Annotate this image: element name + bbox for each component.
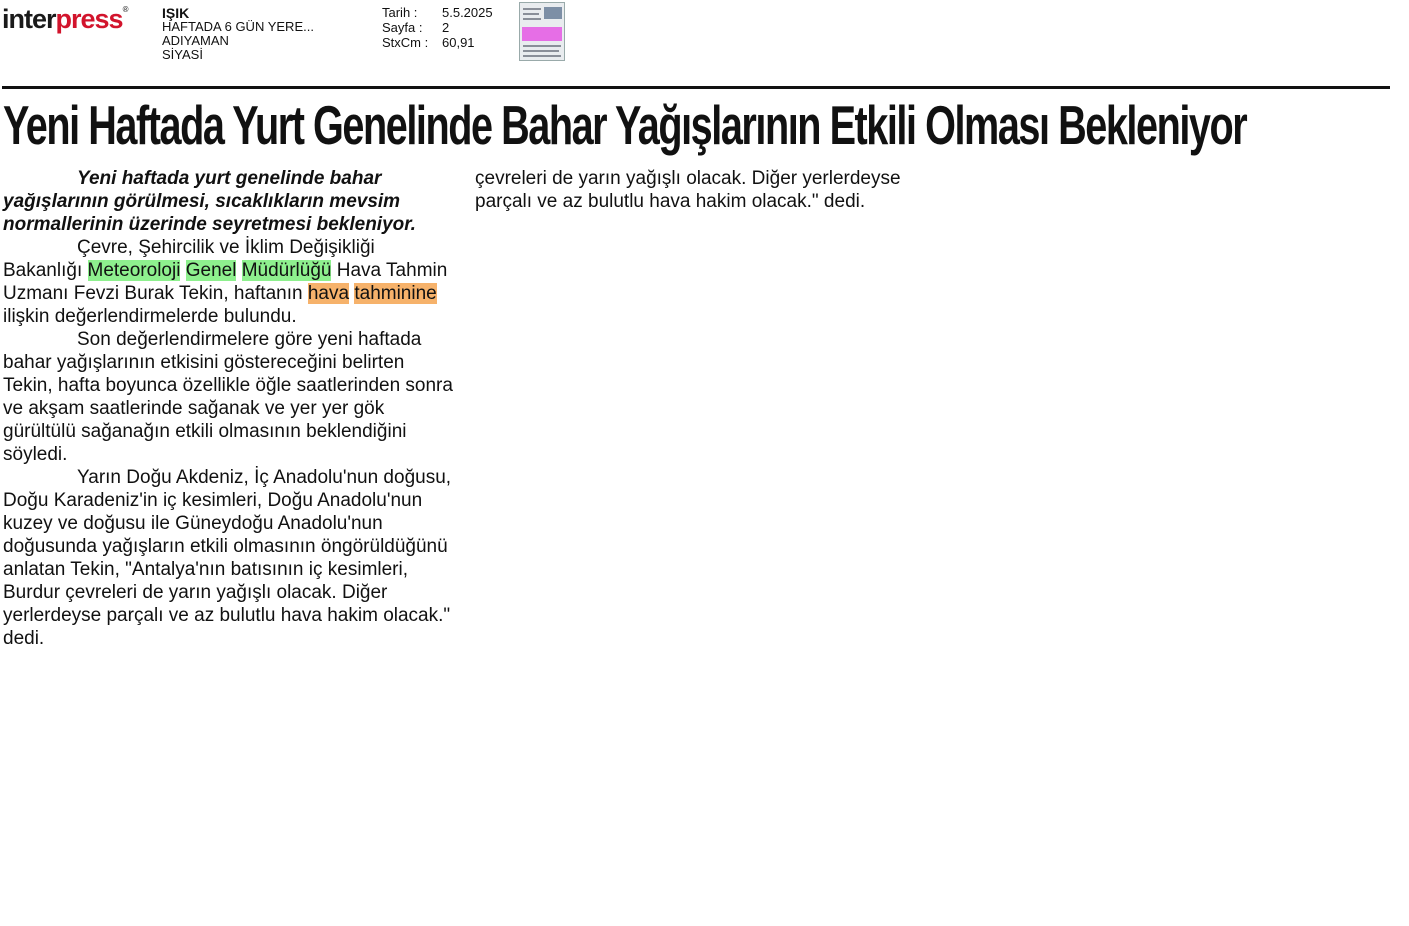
registered-mark: ® (122, 5, 128, 14)
interpress-logo (2, 6, 127, 33)
meta-value: 60,91 (442, 35, 475, 50)
article-paragraph: Son değerlendirmelere göre yeni haftada bahar yağışlarının etkisini göstereceğini belirten Tekin, hafta boyunca özellikle öğle saatlerinden sonra ve akşam saatlerinde sağanak ve yer yer gök gürültülü sağanağın etkili olmasının beklendiğini söyledi. (3, 329, 453, 465)
meta-row-page (382, 20, 493, 35)
meta-value: 5.5.2025 (442, 5, 493, 20)
clip-meta (382, 5, 493, 50)
story-title: HAFTADA 6 GÜN YERE... (162, 19, 314, 34)
meta-row-size (382, 35, 493, 50)
logo-text-inter: inter (2, 4, 56, 34)
highlight-keyword: tahminine (354, 283, 437, 304)
article-paragraph: Çevre, Şehircilik ve İklim Değişikliği Bakanlığı Meteoroloji Genel Müdürlüğü Hava Tahmin Uzmanı Fevzi Burak Tekin, haftanın hava tahminine ilişkin değerlendirmelerde bulundu. (3, 237, 448, 327)
article-paragraph: Yarın Doğu Akdeniz, İç Anadolu'nun doğusu, Doğu Karadeniz'in iç kesimleri, Doğu Anadolu'nun kuzey ve doğusu ile Güneydoğu Anadolu'nun doğusunda yağışların etkili olmasının öngörüldüğünü anlatan Tekin, "Antalya'nın batısının iç kesimleri, Burdur çevreleri de yarın yağışlı olacak. Diğer yerlerdeyse parçalı ve az bulutlu hava hakim olacak." dedi. (3, 467, 452, 649)
meta-label: StxCm : (382, 35, 429, 50)
article-column-1 (3, 167, 453, 926)
header-divider (2, 86, 1390, 89)
highlight-keyword: Müdürlüğü (241, 260, 332, 281)
article-paragraph-continued: çevreleri de yarın yağışlı olacak. Diğer yerlerdeyse parçalı ve az bulutlu hava hakim olacak." dedi. (475, 168, 901, 212)
page-thumbnail[interactable] (519, 2, 565, 61)
highlighted-article-region (522, 27, 562, 41)
publication-name: IŞIK (162, 5, 190, 21)
logo-text-press: press (55, 4, 123, 34)
meta-row-date (382, 5, 493, 20)
city-name: ADIYAMAN (162, 33, 229, 48)
meta-label: Sayfa : (382, 20, 423, 35)
meta-label: Tarih : (382, 5, 418, 20)
article-column-2 (475, 167, 925, 213)
highlight-keyword: Meteoroloji (87, 260, 181, 281)
article-headline: Yeni Haftada Yurt Genelinde Bahar Yağışlarının Etkili Olması Bekleniyor (3, 94, 1247, 156)
highlight-keyword: hava (307, 283, 350, 304)
article-lead: Yeni haftada yurt genelinde bahar yağışlarının görülmesi, sıcaklıkların mevsim normallerinin üzerinde seyretmesi bekleniyor. (3, 168, 416, 235)
meta-value: 2 (442, 20, 450, 35)
category-name: SİYASİ (162, 47, 203, 62)
clip-info (162, 6, 314, 62)
highlight-keyword: Genel (185, 260, 237, 281)
